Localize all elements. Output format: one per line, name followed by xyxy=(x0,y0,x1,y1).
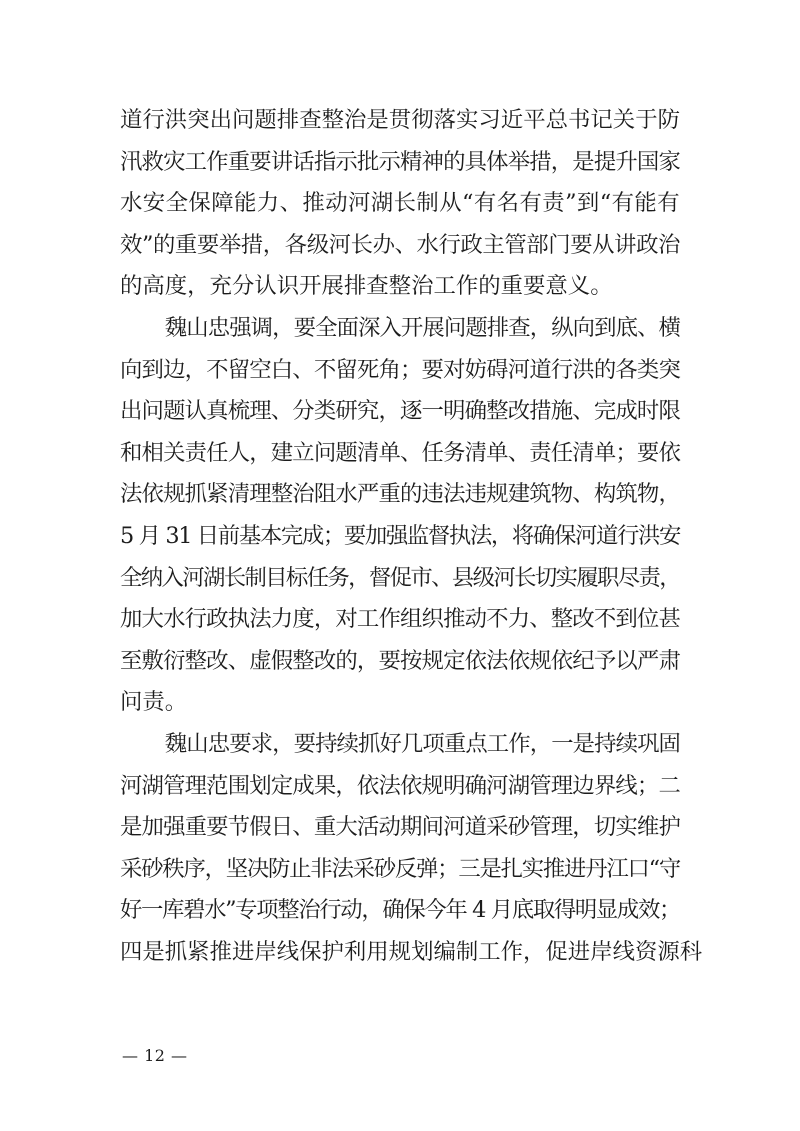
text-line xyxy=(120,266,680,308)
text-line-content: 好一库碧水”专项整治行动，确保今年 4 月底取得明显成效； xyxy=(120,897,680,924)
text-line-content: 出问题认真梳理、分类研究，逐一明确整改措施、完成时限 xyxy=(120,398,680,425)
text-line xyxy=(120,932,703,974)
text-line-content: 魏山忠强调，要全面深入开展问题排查，纵向到底、横 xyxy=(164,314,680,341)
text-line-content: 加大水行政执法力度，对工作组织推动不力、整改不到位甚 xyxy=(120,606,680,633)
text-line-content: 四是抓紧推进岸线保护利用规划编制工作，促进岸线资源科 xyxy=(120,938,703,965)
text-line xyxy=(120,558,680,600)
text-line-content: 至敷衍整改、虚假整改的，要按规定依法依规依纪予以严肃 xyxy=(120,647,680,674)
text-line xyxy=(120,474,680,516)
text-line-content: 效”的重要举措，各级河长办、水行政主管部门要从讲政治 xyxy=(120,231,680,258)
text-line xyxy=(120,391,680,433)
text-line xyxy=(120,641,680,683)
text-line xyxy=(120,308,680,350)
text-line-content: 全纳入河湖长制目标任务，督促市、县级河长切实履职尽责， xyxy=(120,564,680,591)
text-line xyxy=(120,225,680,267)
text-line xyxy=(120,142,680,184)
text-line-content: 法依规抓紧清理整治阻水严重的违法违规建筑物、构筑物， xyxy=(120,481,680,508)
text-line-content: 道行洪突出问题排查整治是贯彻落实习近平总书记关于防 xyxy=(120,107,680,133)
text-line-content: 的高度，充分认识开展排查整治工作的重要意义。 xyxy=(120,273,613,300)
text-line-content: 汛救灾工作重要讲话指示批示精神的具体举措，是提升国家 xyxy=(120,148,680,175)
text-line-content: 5 月 31 日前基本完成；要加强监督执法，将确保河道行洪安 xyxy=(120,522,680,549)
text-line xyxy=(120,350,680,392)
text-line xyxy=(120,183,680,225)
text-line-content: 水安全保障能力、推动河湖长制从“有名有责”到“有能有 xyxy=(120,190,680,217)
text-line xyxy=(120,849,680,891)
text-line xyxy=(120,433,680,475)
text-line xyxy=(120,807,680,849)
text-line-content: 河湖管理范围划定成果，依法依规明确河湖管理边界线；二 xyxy=(120,772,680,799)
text-line xyxy=(120,516,680,558)
page-number: — 12 — xyxy=(122,1046,188,1065)
text-line xyxy=(120,599,680,641)
body-text xyxy=(120,100,703,973)
text-line-content: 问责。 xyxy=(120,689,188,716)
text-line-content: 魏山忠要求，要持续抓好几项重点工作，一是持续巩固 xyxy=(164,730,680,757)
text-line-content: 向到边，不留空白、不留死角；要对妨碍河道行洪的各类突 xyxy=(120,356,680,383)
text-line xyxy=(120,724,680,766)
text-line xyxy=(120,890,680,932)
text-line-content: 采砂秩序，坚决防止非法采砂反弹；三是扎实推进丹江口“守 xyxy=(120,855,680,882)
text-line xyxy=(120,100,680,142)
text-line xyxy=(120,766,680,808)
text-line-content: 是加强重要节假日、重大活动期间河道采砂管理，切实维护 xyxy=(120,814,680,841)
text-line xyxy=(120,682,680,724)
text-line-content: 和相关责任人，建立问题清单、任务清单、责任清单；要依 xyxy=(120,439,680,466)
